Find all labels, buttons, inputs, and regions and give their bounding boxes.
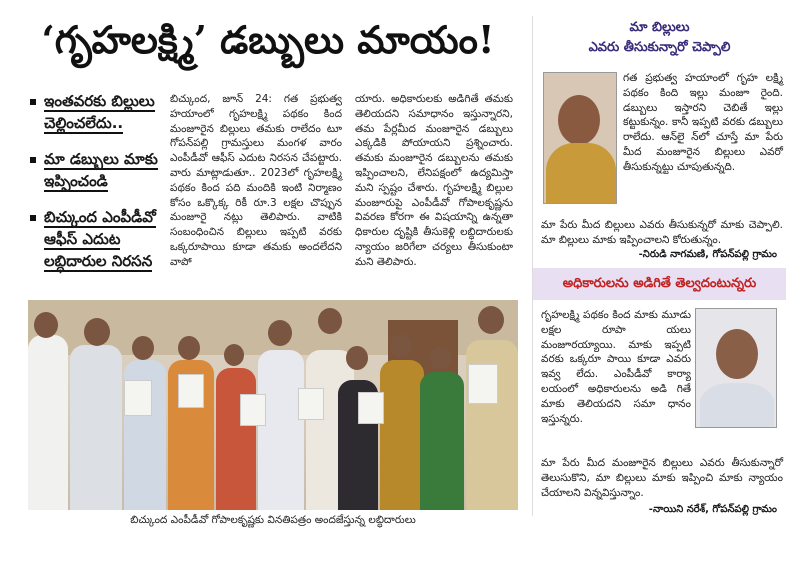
sidebar-story2-text: గృహలక్ష్మి పథకం కింద మాకు మూడు లక్షల రూపా యలు మంజూరయ్యాయి. మాకు ఇప్పటి వరకు ఒక్కరూ పాయి కూడా ఎవరు ఇవ్వ లేదు. ఎంపీడీవో కార్యా లయంలో అధికారులను అడి గితే మాకు తెలియదని సమా ధానం ఇస్తున్నరు. (541, 309, 691, 425)
sidebar-title-line: ఎవరు తీసుకున్నారో చెప్పాలి (588, 40, 731, 55)
photo-head (224, 344, 244, 366)
highlight-bullets (30, 90, 160, 286)
bullet-item: ఇంతవరకు బిల్లులు చెల్లించలేదు.. (30, 90, 160, 134)
sidebar-story1-text-cont: మా పేరు మీద బిల్లులు ఎవరు తీసుకున్నరో మాకు చెప్పాలి. మా బిల్లులు మాకు ఇప్పించాలని కోరుతున్నం. (541, 219, 783, 246)
sidebar-story2-text-cont: మా పేరు మీద మంజూరైన బిల్లులు ఎవరు తీసుకున్నారో తెలుసుకొని, మా బిల్లులు మాకు ఇప్పించి మాకు న్యాయం చేయాలని విన్నవిస్తున్నాం. (541, 457, 783, 499)
portrait-nagamani (543, 72, 617, 204)
photo-person (380, 360, 424, 510)
sidebar-story1-text: గత ప్రభుత్వ హయాంలో గృహ లక్ష్మి పథకం కింది ఇల్లు మంజూ రైంది. డబ్బులు ఇస్తారని చెబితే ఇల్లు కట్టుకున్నం. కానీ ఇప్పటి వరకు డబ్బులు రాలేదు. ఆన్‌లై న్‌లో చూస్తే మా పేరు మీద మంజూరైన బిల్లులు ఎవరో తీసుకున్నట్టు చూపుతున్నది. (623, 72, 783, 173)
photo-person (216, 368, 256, 510)
article-column-2: యారు. అధికారులకు అడిగితే తమకు తెలియదని సమాధానం ఇస్తున్నారని, తమ పేర్లమీద మంజూరైన డబ్బులు ఎక్కడికి పోయాయని ప్రశ్నించారు. తమకు మంజూరైన డబ్బులను తమకు ఇప్పించాలని, లేనిపక్షంలో ఉద్యమిస్తా మని స్పష్టం చేశారు. గృహలక్ష్మి బిల్లుల మంజూరుపై ఎంపీడీవో గోపాలకృష్ణను వివరణ కోరగా ఈ విషయాన్ని ఉన్నతా ధికారుల దృష్టికి తీసుకెళ్లి లబ్ధిదారులకు న్యాయం జరిగేలా చర్యలు తీసుకుంటా మని తెలిపారు. (355, 93, 513, 268)
photo-document (468, 364, 498, 404)
photo-document (124, 380, 152, 416)
photo-document (298, 388, 324, 420)
photo-person (70, 345, 122, 510)
photo-head (390, 334, 412, 358)
photo-document (240, 394, 266, 426)
photo-document (178, 374, 204, 408)
photo-head (478, 306, 504, 334)
group-photo (28, 300, 518, 510)
sidebar-story2-signature: -నాయిని నరేశ్, గోపన్‌పల్లి గ్రామం (648, 504, 777, 515)
sidebar-title (533, 18, 786, 68)
sidebar-story1-signature: -నిరుడి నాగమణి, గోపన్‌పల్లి గ్రామం (638, 249, 777, 260)
sidebar-title-line: మా బిల్లులు (629, 20, 690, 35)
bullet-item: బిచ్కుంద ఎంపీడీవో ఆఫీస్ ఎదుట లబ్ధిదారుల నిరసన (30, 206, 160, 272)
portrait-face (558, 95, 600, 145)
photo-person (258, 350, 304, 510)
portrait-body (700, 383, 774, 428)
portrait-face (716, 329, 758, 379)
sidebar (532, 16, 785, 516)
photo-head (318, 308, 342, 334)
photo-head (84, 318, 110, 346)
photo-head (132, 336, 154, 360)
article-column-1: బిచ్కుంద, జూన్ 24: గత ప్రభుత్వ హయాంలో గృహలక్ష్మి పథకం కింద మంజూరైన బిల్లులు తమకు రాలేదం టూ గోపన్‌పల్లి గ్రామస్తులు మంగళ వారం ఎంపీడీవో ఆఫీస్ ఎదుట నిరసన చేపట్టారు. వారు మాట్లాడుతూ.. 2023లో గృహలక్ష్మి పథకం కింద పది మందికి ఇంటి నిర్మాణం కోసం ఒక్కొక్క రికీ రూ.3 లక్షల చొప్పున మంజూరై నట్లు తెలిపారు. వాటికి సంబంధించిన బిల్లులు ఇప్పటి వరకు ఒక్కరూపాయి కూడా తమకు అందలేదని వాపో (170, 93, 342, 268)
portrait-naresh (695, 308, 777, 428)
photo-person (28, 335, 68, 510)
photo-head (34, 312, 58, 338)
sidebar-story2-title: అధికారులను అడిగితే తెల్వదంటున్నరు (533, 268, 786, 300)
photo-document (358, 392, 384, 424)
photo-head (268, 320, 292, 346)
headline: ‘గృహలక్ష్మి’ డబ్బులు మాయం! (41, 17, 495, 62)
photo-person (420, 372, 464, 510)
photo-head (346, 346, 368, 370)
photo-head (430, 346, 452, 370)
photo-head (178, 336, 200, 360)
portrait-body (546, 143, 616, 204)
photo-caption: బిచ్కుంద ఎంపీడీవో గోపాలకృష్ణకు వినతిపత్రం అందజేస్తున్న లబ్ధిదారులు (130, 514, 416, 526)
bullet-item: మా డబ్బులు మాకు ఇప్పించండి (30, 148, 160, 192)
